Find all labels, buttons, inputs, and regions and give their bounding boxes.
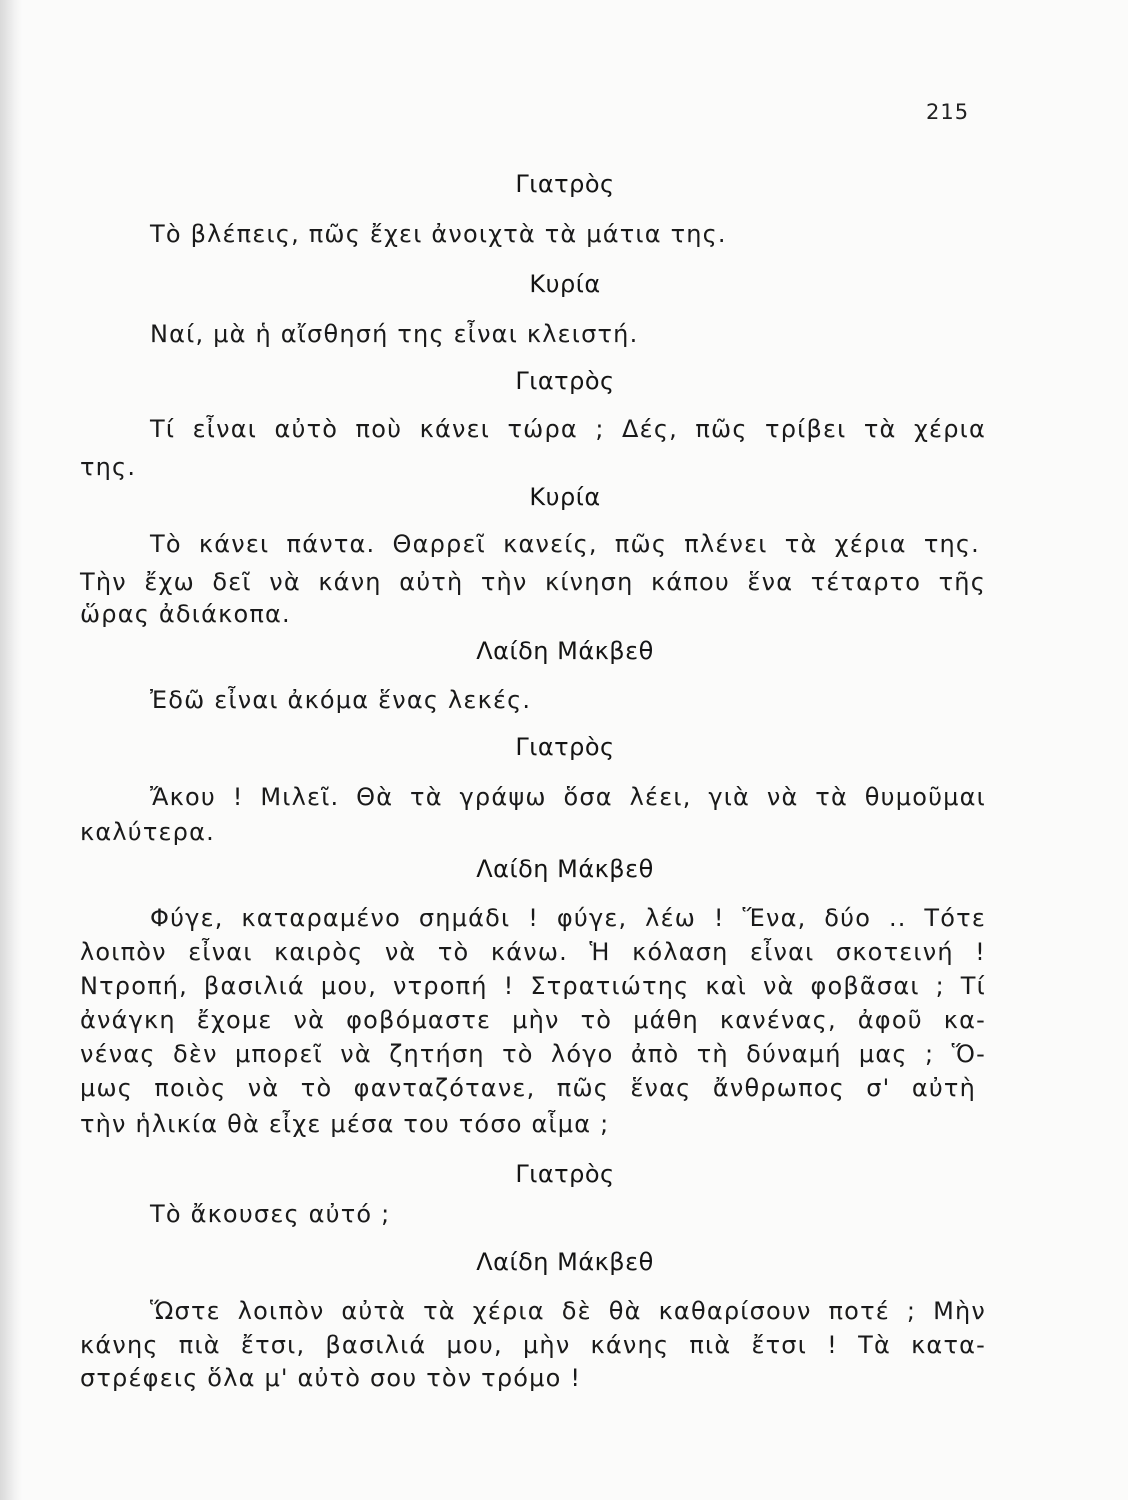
dialogue-line: Τὸ ἄκουσες αὐτό ; <box>150 1200 391 1228</box>
dialogue-line: Ντροπή, βασιλιά μου, ντροπή ! Στρατιώτης καὶ νὰ φοβᾶσαι ; Τί <box>80 972 986 1000</box>
dialogue-line: Ἄκου ! Μιλεῖ. Θὰ τὰ γράψω ὅσα λέει, γιὰ νὰ τὰ θυμοῦμαι <box>150 783 986 811</box>
dialogue-line: Ναί, μὰ ἡ αἴσθησή της εἶναι κλειστή. <box>150 320 639 348</box>
dialogue-line: Φύγε, καταραμένο σημάδι ! φύγε, λέω ! Ἕνα, δύο .. Τότε <box>150 904 986 932</box>
dialogue-line: νένας δὲν μπορεῖ νὰ ζητήση τὸ λόγο ἀπὸ τὴ δύναμή μας ; Ὅ- <box>80 1040 986 1068</box>
dialogue-line: ὥρας ἀδιάκοπα. <box>80 600 291 628</box>
speaker-heading: Λαίδη Μάκβεθ <box>476 1248 654 1276</box>
speaker-heading: Λαίδη Μάκβεθ <box>476 637 654 665</box>
dialogue-line: στρέφεις ὅλα μ' αὐτὸ σου τὸν τρόμο ! <box>80 1364 582 1392</box>
dialogue-line: μως ποιὸς νὰ τὸ φανταζότανε, πῶς ἕνας ἄνθρωπος σ' αὐτὴ <box>80 1074 976 1102</box>
dialogue-line: ἀνάγκη ἔχομε νὰ φοβόμαστε μὴν τὸ μάθη κανένας, ἀφοῦ κα- <box>80 1006 986 1034</box>
dialogue-line: λοιπὸν εἶναι καιρὸς νὰ τὸ κάνω. Ἡ κόλαση εἶναι σκοτεινή ! <box>80 938 986 966</box>
dialogue-line: Ὥστε λοιπὸν αὐτὰ τὰ χέρια δὲ θὰ καθαρίσουν ποτέ ; Μὴν <box>150 1297 986 1325</box>
dialogue-line: της. <box>80 453 137 481</box>
dialogue-line: καλύτερα. <box>80 818 215 846</box>
speaker-heading: Γιατρὸς <box>515 170 615 198</box>
page-number: 215 <box>926 100 970 124</box>
dialogue-line: Τὸ βλέπεις, πῶς ἔχει ἀνοιχτὰ τὰ μάτια της. <box>150 220 727 248</box>
dialogue-line: τὴν ἡλικία θὰ εἶχε μέσα του τόσο αἷμα ; <box>80 1110 610 1138</box>
speaker-heading: Γιατρὸς <box>515 1160 615 1188</box>
speaker-heading: Λαίδη Μάκβεθ <box>476 855 654 883</box>
speaker-heading: Γιατρὸς <box>515 733 615 761</box>
dialogue-line: Ἐδῶ εἶναι ἀκόμα ἕνας λεκές. <box>150 686 532 714</box>
dialogue-line: Τὴν ἔχω δεῖ νὰ κάνη αὐτὴ τὴν κίνηση κάπου ἕνα τέταρτο τῆς <box>80 568 986 596</box>
dialogue-line: Τὸ κάνει πάντα. Θαρρεῖ κανείς, πῶς πλένει τὰ χέρια της. <box>150 530 980 558</box>
speaker-heading: Κυρία <box>529 483 601 511</box>
speaker-heading: Κυρία <box>529 270 601 298</box>
page-binding-shadow <box>0 0 22 1500</box>
speaker-heading: Γιατρὸς <box>515 367 615 395</box>
dialogue-line: Τί εἶναι αὐτὸ ποὺ κάνει τώρα ; Δές, πῶς τρίβει τὰ χέρια <box>150 415 986 443</box>
dialogue-line: κάνης πιὰ ἔτσι, βασιλιά μου, μὴν κάνης πιὰ ἔτσι ! Τὰ κατα- <box>80 1331 986 1359</box>
